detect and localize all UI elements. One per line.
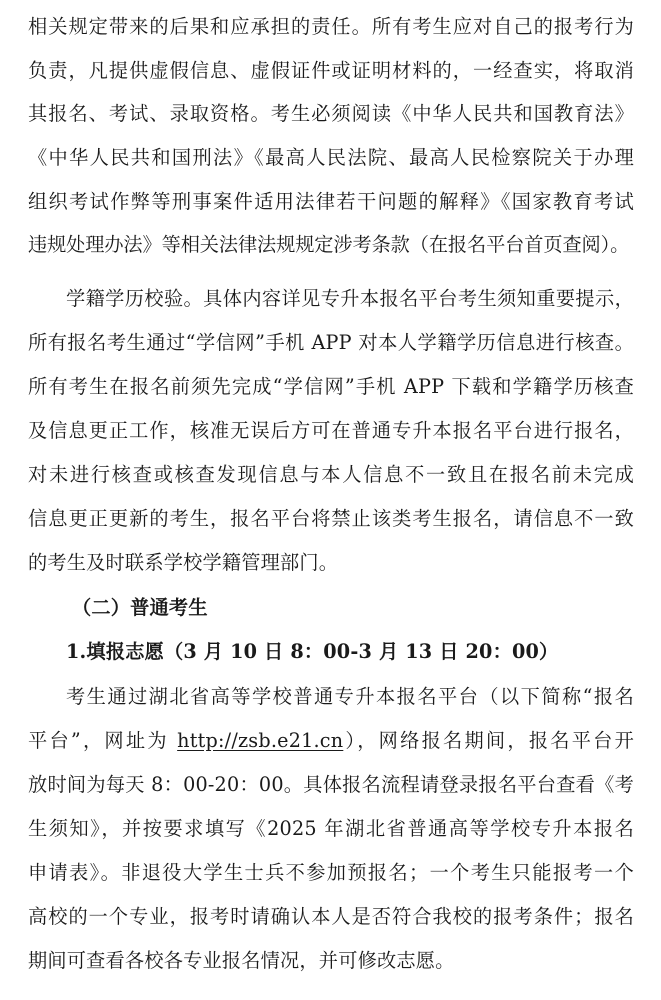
text-line: 生须知》，并按要求填写《2025 年湖北省普通高等学校专升本报名 (28, 817, 634, 840)
text-line: 组织考试作弊等刑事案件适用法律若干问题的解释》《国家教育考试 (28, 190, 634, 213)
text-line: 《中华人民共和国刑法》《最高人民法院、最高人民检察院关于办理 (28, 146, 634, 169)
text-line: 其报名、考试、录取资格。考生必须阅读《中华人民共和国教育法》 (28, 102, 634, 125)
text-line: 放时间为每天 8：00-20：00。具体报名流程请登录报名平台查看《考 (28, 773, 634, 796)
text-line: 期间可查看各校各专业报名情况，并可修改志愿。 (28, 949, 455, 972)
text-line: 考生通过湖北省高等学校普通专升本报名平台（以下简称“报名 (66, 685, 634, 708)
text-line: 相关规定带来的后果和应承担的责任。所有考生应对自己的报考行为 (28, 15, 634, 38)
text-line: 的考生及时联系学校学籍管理部门。 (28, 551, 339, 574)
text-line: 及信息更正工作，核准无误后方可在普通专升本报名平台进行报名， (28, 419, 634, 442)
text-line: 负责，凡提供虚假信息、虚假证件或证明材料的，一经查实，将取消 (28, 59, 634, 82)
text-segment: ），网络报名期间，报名平台开 (343, 729, 634, 752)
text-line: 高校的一个专业，报考时请确认本人是否符合我校的报考条件；报名 (28, 905, 634, 928)
text-line: 违规处理办法》等相关法律法规规定涉考条款（在报名平台首页查阅）。 (28, 233, 630, 256)
platform-url-link[interactable]: http://zsb.e21.cn (177, 729, 344, 752)
text-line: 学籍学历校验。具体内容详见专升本报名平台考生须知重要提示， (66, 287, 634, 310)
section-heading: （二）普通考生 (72, 596, 208, 619)
subsection-heading: 1.填报志愿（3 月 10 日 8：00-3 月 13 日 20：00） (66, 640, 559, 663)
text-segment: 平台”，网址为 (28, 729, 178, 752)
text-line: 对未进行核查或核查发现信息与本人信息不一致且在报名前未完成 (28, 463, 634, 486)
text-line: 信息更正更新的考生，报名平台将禁止该类考生报名，请信息不一致 (28, 507, 634, 530)
text-line: 申请表》。非退役大学生士兵不参加预报名；一个考生只能报考一个 (28, 861, 634, 884)
text-line: 所有考生在报名前须先完成“学信网”手机 APP 下载和学籍学历核查 (28, 375, 634, 398)
text-line: 所有报名考生通过“学信网”手机 APP 对本人学籍学历信息进行核查。 (28, 331, 634, 354)
text-line-with-link (28, 728, 634, 754)
